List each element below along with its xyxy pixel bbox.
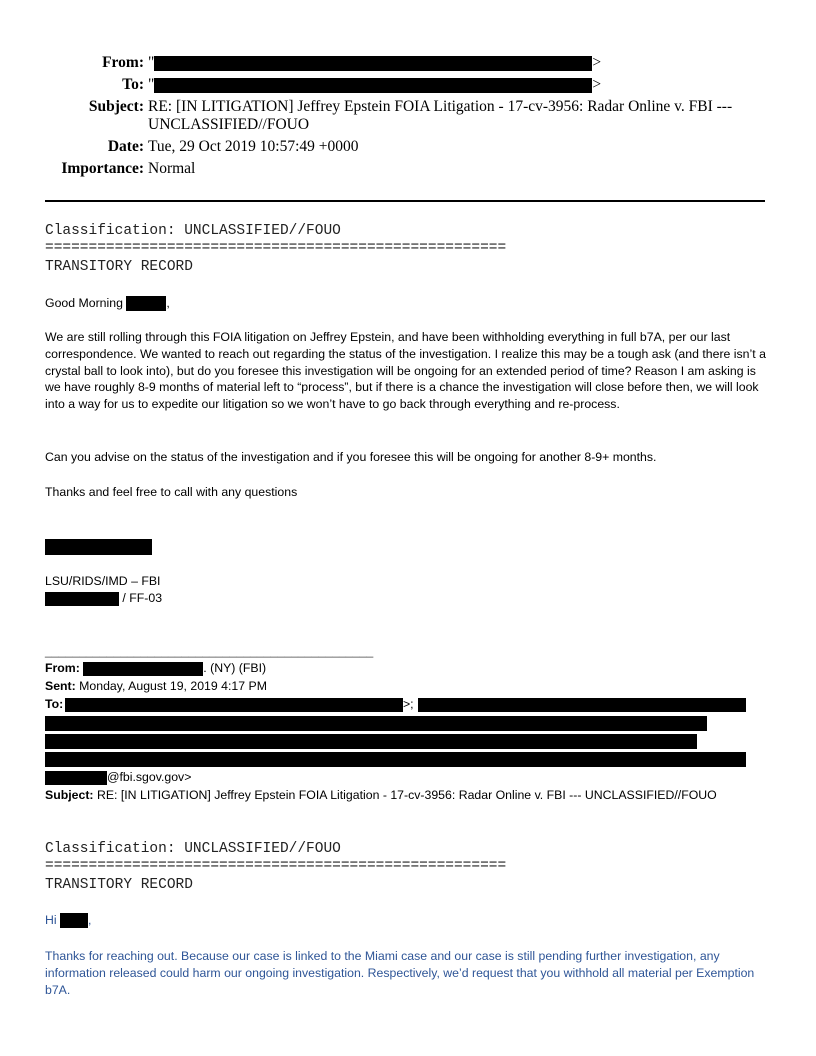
redaction-email-user	[45, 771, 107, 785]
paragraph-3: Thanks and feel free to call with any questions	[45, 485, 298, 499]
from-value: " >	[148, 54, 602, 71]
redaction-to-5	[45, 752, 746, 767]
redaction-to	[154, 78, 592, 93]
header-rule	[45, 200, 765, 202]
redaction-greeting-2	[60, 913, 88, 928]
forward-to: To:	[45, 697, 64, 711]
greeting-1: Good Morning ,	[45, 296, 170, 310]
record-2: TRANSITORY RECORD	[45, 877, 193, 893]
forward-divider: ________________________________________________	[45, 644, 374, 658]
date-label: Date:	[107, 138, 144, 155]
importance-label: Importance:	[61, 160, 144, 177]
from-label: From:	[102, 54, 144, 71]
message-1-body	[45, 329, 770, 413]
to-value: " >	[148, 76, 602, 93]
importance-value: Normal	[148, 160, 196, 177]
subject-label: Subject:	[88, 98, 144, 115]
reply-paragraph: Thanks for reaching out. Because our case is linked to the Miami case and our case is still pending further investigation, any information released could harm our ongoing investigation. Respectively, we’d request that you withhold all material per Exemption b7A.	[45, 949, 755, 997]
separator-1: =====================================================	[45, 240, 507, 256]
separator-2: =====================================================	[45, 858, 507, 874]
signature-unit: LSU/RIDS/IMD – FBI	[45, 574, 161, 588]
redaction-from	[154, 56, 592, 71]
forward-from: From: . (NY) (FBI)	[45, 661, 267, 675]
redaction-forward-from	[83, 662, 203, 676]
forward-email-tail: @fbi.sgov.gov>	[45, 769, 191, 785]
classification-1: Classification: UNCLASSIFIED//FOUO	[45, 223, 341, 239]
redaction-to-2	[418, 698, 746, 712]
subject-line-1: RE: [IN LITIGATION] Jeffrey Epstein FOIA Litigation - 17-cv-3956: Radar Online v. FBI ---	[148, 98, 733, 115]
paragraph-2: Can you advise on the status of the investigation and if you foresee this will be ongoing for another 8-9+ months.	[45, 450, 657, 464]
redaction-signature-title	[45, 592, 119, 606]
signature-grade: / FF-03	[45, 590, 162, 606]
subject-line-2: UNCLASSIFIED//FOUO	[148, 116, 310, 133]
record-1: TRANSITORY RECORD	[45, 259, 193, 275]
redaction-to-1	[65, 698, 403, 712]
email-header	[0, 0, 816, 190]
forward-subject: Subject: RE: [IN LITIGATION] Jeffrey Epstein FOIA Litigation - 17-cv-3956: Radar Online v. FBI --- UNCLASSIFIED//FOUO	[45, 788, 717, 802]
to-label: To:	[122, 76, 144, 93]
forward-to-separator: >;	[403, 697, 414, 711]
redaction-greeting-1	[126, 296, 166, 311]
redaction-to-3	[45, 716, 707, 731]
greeting-2: Hi ,	[45, 913, 92, 927]
classification-2: Classification: UNCLASSIFIED//FOUO	[45, 841, 341, 857]
redaction-signature-name	[45, 539, 152, 555]
paragraph-1: We are still rolling through this FOIA litigation on Jeffrey Epstein, and have been withholding everything in full b7A, per our last correspondence. We wanted to reach out regarding the status of the investigation. I realize this may be a tough ask (and there isn’t a crystal ball to look into), but do you foresee this investigation will be ongoing for an extended period of time? Reason I am asking is we have roughly 8-9 months of material left to “process”, but if there is a chance the investigation will close before then, we will look into a way for us to expedite our litigation so we won’t have to go back through everything and re-process.	[45, 330, 766, 412]
redaction-to-4	[45, 734, 697, 749]
forward-sent: Sent: Monday, August 19, 2019 4:17 PM	[45, 679, 267, 693]
date-value: Tue, 29 Oct 2019 10:57:49 +0000	[148, 138, 359, 155]
